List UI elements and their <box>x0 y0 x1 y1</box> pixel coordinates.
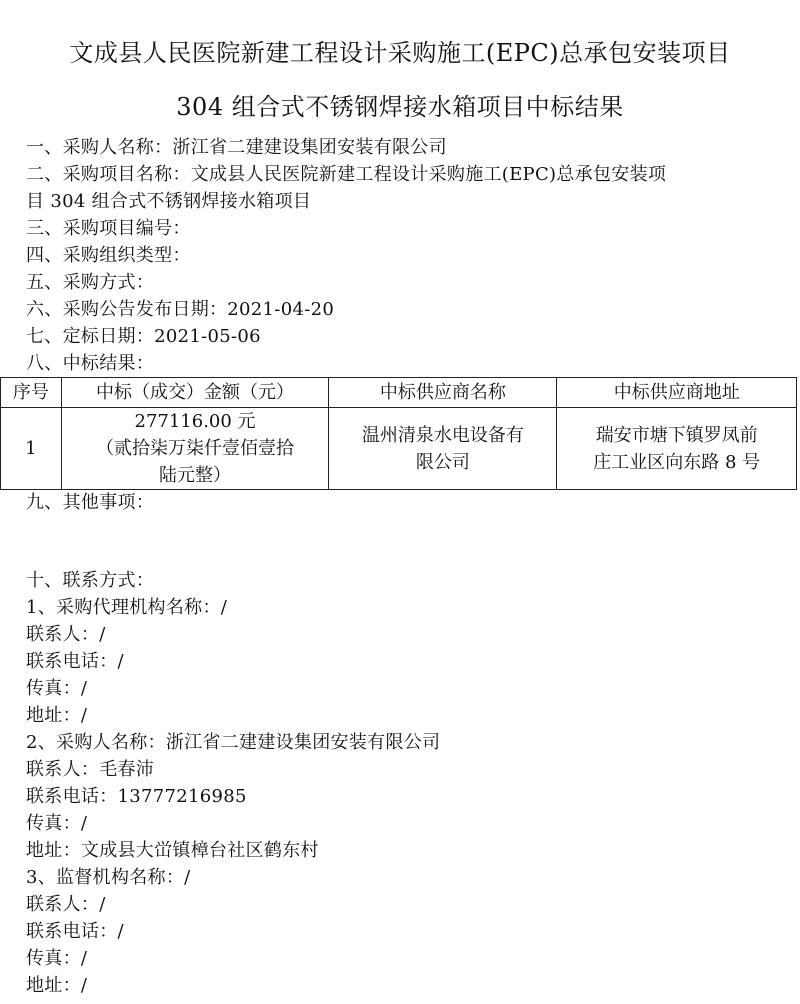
header-amount: 中标（成交）金额（元） <box>61 378 329 408</box>
result-table <box>0 377 797 490</box>
page-title-line2: 304 组合式不锈钢焊接水箱项目中标结果 <box>176 93 624 121</box>
cell-address <box>557 408 797 490</box>
project-number: 三、采购项目编号： <box>26 218 191 239</box>
agency-name: 1、采购代理机构名称：/ <box>26 597 228 618</box>
page-title-line1: 文成县人民医院新建工程设计采购施工(EPC)总承包安装项目 <box>69 39 731 67</box>
supervisor-person: 联系人：/ <box>26 894 106 915</box>
header-seq: 序号 <box>1 378 62 408</box>
header-address: 中标供应商地址 <box>557 378 797 408</box>
project-name-line1: 二、采购项目名称：文成县人民医院新建工程设计采购施工(EPC)总承包安装项 <box>26 164 667 185</box>
result-heading: 八、中标结果： <box>26 353 155 374</box>
amount-words-line1: （贰拾柒万柒仟壹佰壹拾 <box>96 438 295 459</box>
supervisor-phone: 联系电话：/ <box>26 921 124 942</box>
address-line2: 庄工业区向东路 8 号 <box>593 451 761 473</box>
agency-phone: 联系电话：/ <box>26 651 124 672</box>
agency-person: 联系人：/ <box>26 624 106 645</box>
supervisor-address: 地址：/ <box>26 975 88 996</box>
cell-seq: 1 <box>1 408 62 490</box>
purchaser-fax: 传真：/ <box>26 813 88 834</box>
purchaser-contact-name: 2、采购人名称：浙江省二建建设集团安装有限公司 <box>26 732 441 753</box>
amount-words-line2: 陆元整） <box>159 465 232 486</box>
purchaser-phone: 联系电话：13777216985 <box>26 786 247 807</box>
supplier-line2: 限公司 <box>415 451 470 473</box>
agency-address: 地址：/ <box>26 705 88 726</box>
supplier-line1: 温州清泉水电设备有 <box>361 424 524 446</box>
other-matters: 九、其他事项： <box>26 492 155 513</box>
contact-heading: 十、联系方式： <box>26 570 155 591</box>
project-name-line2: 目 304 组合式不锈钢焊接水箱项目 <box>26 191 312 212</box>
publish-date: 六、采购公告发布日期：2021-04-20 <box>26 299 335 320</box>
procurement-method: 五、采购方式： <box>26 272 155 293</box>
amount-number: 277116.00 元 <box>134 411 256 432</box>
table-row <box>1 408 797 490</box>
supervisor-name: 3、监督机构名称：/ <box>26 867 191 888</box>
table-header-row <box>1 378 797 408</box>
cell-amount <box>61 408 329 490</box>
supervisor-fax: 传真：/ <box>26 948 88 969</box>
cell-supplier <box>329 408 557 490</box>
award-date: 七、定标日期：2021-05-06 <box>26 326 261 347</box>
organization-type: 四、采购组织类型： <box>26 245 191 266</box>
address-line1: 瑞安市塘下镇罗凤前 <box>595 424 758 446</box>
purchaser-person: 联系人：毛春沛 <box>26 759 155 780</box>
header-supplier: 中标供应商名称 <box>329 378 557 408</box>
agency-fax: 传真：/ <box>26 678 88 699</box>
purchaser-name: 一、采购人名称：浙江省二建建设集团安装有限公司 <box>26 137 447 158</box>
purchaser-address: 地址：文成县大峃镇樟台社区鹤东村 <box>26 840 319 861</box>
